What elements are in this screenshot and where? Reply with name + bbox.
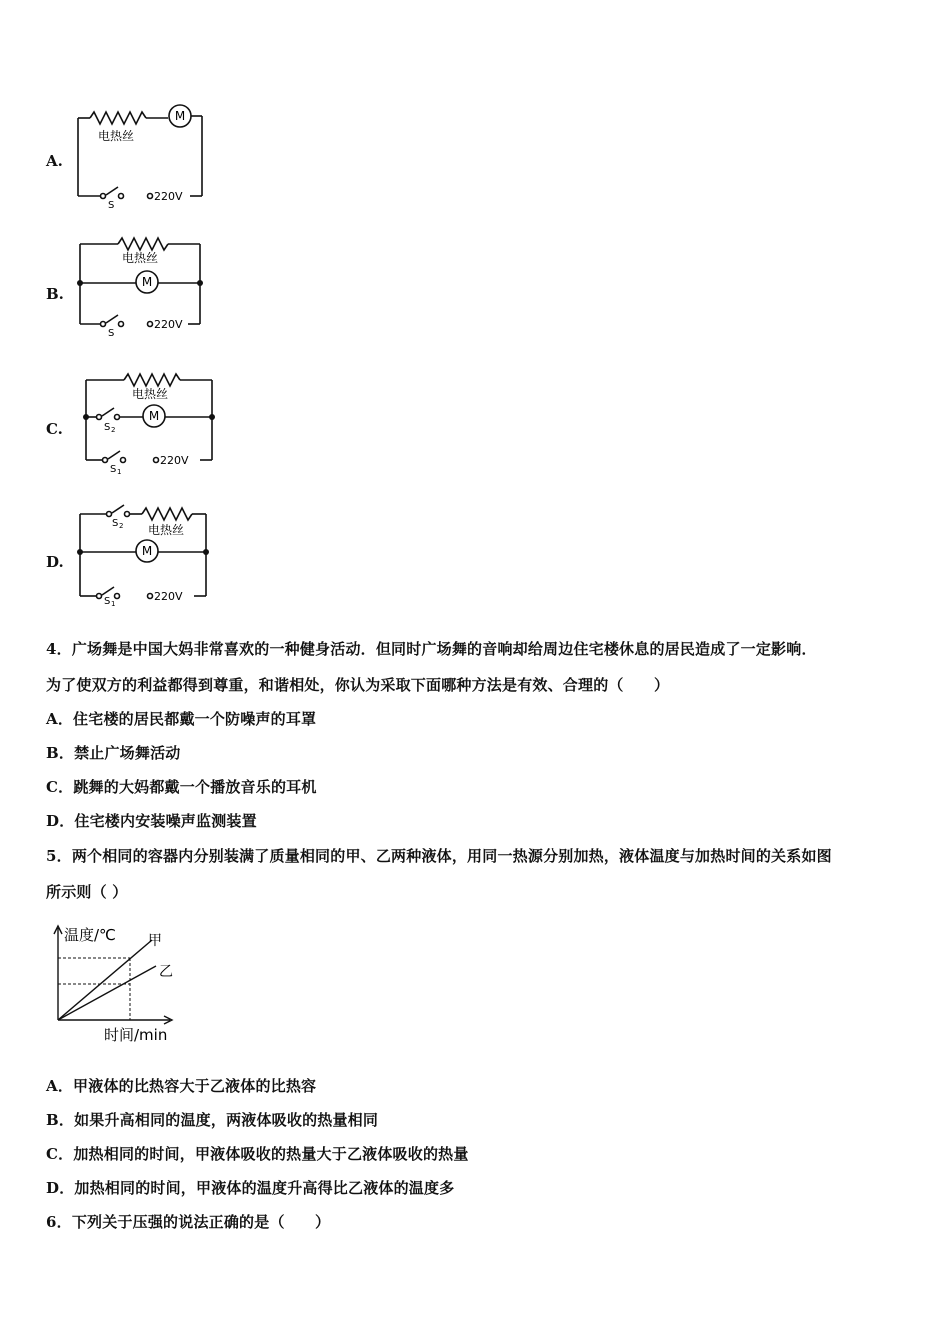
heater-label-b: 电热丝: [122, 251, 159, 265]
x-axis-label: 时间/min: [104, 1026, 168, 1044]
option-a-letter: A.: [46, 152, 63, 170]
q5-option-a: A．甲液体的比热容大于乙液体的比热容: [46, 1077, 317, 1095]
q4-stem-line-1: 4．广场舞是中国大妈非常喜欢的一种健身活动．但同时广场舞的音响却给周边住宅楼休息的居民造成了一定影响．: [46, 640, 817, 658]
option-c-letter: C.: [46, 420, 63, 438]
option-b-letter: B.: [46, 285, 64, 303]
motor-label-c: M: [148, 409, 160, 423]
switch-2-label-c: S: [104, 422, 111, 433]
voltage-label-c: 220V: [160, 454, 189, 467]
motor-label-d: M: [141, 544, 153, 558]
series-line-yi: [58, 966, 156, 1020]
voltage-label-b: 220V: [154, 318, 183, 331]
q4-option-a: A．住宅楼的居民都戴一个防噪声的耳罩: [46, 710, 317, 728]
switch-1-sub-d: 1: [111, 600, 116, 608]
q5-option-b: B．如果升高相同的温度，两液体吸收的热量相同: [46, 1111, 379, 1129]
temperature-time-graph: [44, 918, 194, 1048]
heater-label-a: 电热丝: [98, 129, 135, 143]
q5-option-c: C．加热相同的时间，甲液体吸收的热量大于乙液体吸收的热量: [46, 1145, 469, 1163]
switch-label-b: S: [108, 328, 115, 339]
switch-1-sub-c: 1: [117, 468, 122, 476]
motor-label-a: M: [174, 109, 186, 123]
q5-option-d: D．加热相同的时间，甲液体的温度升高得比乙液体的温度多: [46, 1179, 455, 1197]
q4-option-c: C．跳舞的大妈都戴一个播放音乐的耳机: [46, 778, 317, 796]
switch-1-label-d: S: [104, 596, 111, 607]
q4-option-d: D．住宅楼内安装噪声监测装置: [46, 812, 257, 830]
circuit-diagram-a: [70, 98, 220, 208]
switch-2-sub-d: 2: [119, 522, 124, 530]
switch-1-label-c: S: [110, 464, 117, 475]
q4-stem-line-2: 为了使双方的利益都得到尊重，和谐相处，你认为采取下面哪种方法是有效、合理的（ ）: [46, 676, 670, 694]
q5-stem-line-2: 所示则（ ）: [46, 883, 128, 901]
heater-label-d: 电热丝: [148, 523, 185, 537]
y-axis-label: 温度/℃: [64, 926, 116, 944]
series-label-jia: 甲: [148, 933, 162, 949]
switch-label-a: S: [108, 200, 115, 208]
switch-2-sub-c: 2: [111, 426, 116, 434]
voltage-label-a: 220V: [154, 190, 183, 203]
heater-label-c: 电热丝: [132, 387, 169, 401]
q6-stem: 6．下列关于压强的说法正确的是（ ）: [46, 1213, 331, 1231]
voltage-label-d: 220V: [154, 590, 183, 603]
option-d-letter: D.: [46, 553, 64, 571]
motor-label-b: M: [141, 275, 153, 289]
circuit-diagram-d: [70, 500, 220, 610]
q4-option-b: B．禁止广场舞活动: [46, 744, 181, 762]
series-line-jia: [58, 940, 152, 1020]
q5-stem-line-1: 5．两个相同的容器内分别装满了质量相同的甲、乙两种液体，用同一热源分别加热，液体温度与加热时间的关系如图: [46, 847, 832, 865]
circuit-diagram-c: [76, 368, 226, 478]
series-label-yi: 乙: [159, 964, 173, 980]
circuit-diagram-b: [70, 230, 220, 340]
switch-2-label-d: S: [112, 518, 119, 529]
